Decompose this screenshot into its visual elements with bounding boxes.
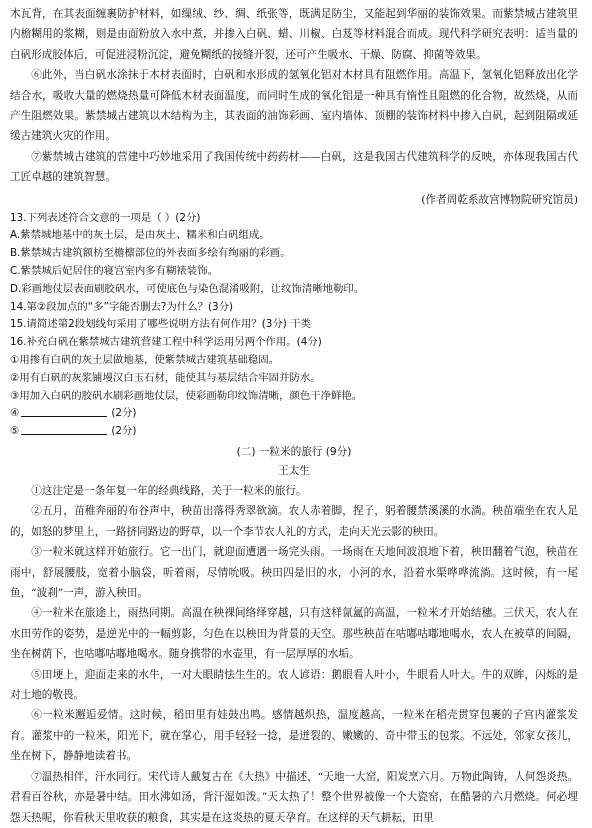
passage2-paragraph-5: ⑤田埂上，迎面走来的水牛，一对大眼睛怯生生的。农人谚语：鹅眼看人叶小，牛眼看人叶大。牛的双眸，闪烁的是对土地的敬畏。 (10, 668, 578, 702)
question-13-option-c: C.紫禁城后妃居住的寝宫室内多有糊裱装饰。 (10, 265, 218, 278)
question-16-item-2: ②用有白矾的灰浆铺墁汉白玉石材，能使其与基层结合牢固并防水。 (10, 371, 321, 384)
item-4-score: (2分) (111, 407, 137, 420)
answer-blank-5[interactable] (21, 423, 107, 435)
question-15: 15.请简述第2段划线句采用了哪些说明方法有何作用？(3分) 干类 (10, 318, 311, 331)
question-block (10, 210, 578, 441)
question-16-item-4 (10, 405, 578, 423)
passage2-paragraph-6: ⑥一粒米邂逅爱情。这时候，稻田里有娃鼓出鸣。感情越炽热，温度越高，一粒米在稻壳贯穿包裹的子宫内灌浆发育。灌浆中的一粒米，阳光下，就在掌心，用手轻轻一捻，是迸裂的、嫩嫩的、奇中带玉的包浆。不远处，邻家女孩儿，坐在树下，静静地读着书。 (10, 709, 578, 763)
passage2-paragraph-4: ④一粒米在旅途上，雨热同期。高温在秧裸间络绎穿越，只有这样氤氲的高温，一粒米才开始结穗。三伏天，农人在水田劳作的姿势，是逆光中的一幅剪影，匀色在以秧田为背景的天空。那些秧苗在咕嘟咕嘟地喝水，农人在被草的间隔，坐在树荫下，也咕嘟咕嘟地喝水。随身携带的水壶里，有一层厚厚的水垢。 (10, 607, 578, 661)
question-16: 16.补充白矾在紫禁城古建筑营建工程中科学运用另两个作用。(4分) (10, 336, 322, 349)
passage2-paragraph-1: ①这注定是一条年复一年的经典线路，关于一粒米的旅行。 (31, 485, 307, 498)
passage1-author: (作者周乾系故宫博物院研究馆员) (421, 193, 578, 206)
passage2-paragraph-3: ③一粒米就这样开始旅行。它一出门，就迎面遭遇一场完头雨。一场雨在天地间波浪地下着，秧田翻着气泡，秧苗在雨中，舒展腰肢，宽着小脑袋，听着雨，尽情吮吸。秧田四是旧的水，小河的水，沿着水渠哗哗流淌。这时候，有一尾鱼，“波刹”一声，游入秧田。 (10, 546, 578, 600)
question-16-item-1: ①用掺有白矾的灰土层做地基，使紫禁城古建筑基础稳固。 (10, 354, 280, 367)
item-5-score: (2分) (111, 425, 137, 438)
question-16-item-5 (10, 423, 578, 441)
passage1-paragraph-5-cont: 木瓦背，在其表面缠裹防护材料，如缫绒、纱、绸、纸张等，既满足防尘，又能起到华丽的装饰效果。而紫禁城古建筑里内檐糊用的浆糊，则是由面粉放入水中煮，并掺入白矾、蜡、川椒、白芨等材料混合而成。现代科学研究表明：适当量的白矾形成胶体后，可促进浸粉沉淀，避免糊纸的接缝开裂，还可产生吸水、干燥、防腐、抑菌等效果。 (10, 8, 578, 61)
question-14: 14.第②段加点的“多”字能否删去?为什么？(3分) (10, 300, 234, 313)
question-13-option-d: D.彩画地仗层表面刷胶矾水，可使底色与染色混淆吸附，让纹饰清晰地勒印。 (10, 282, 365, 295)
section-author: 王太生 (278, 465, 310, 478)
passage2-paragraph-2: ②五月，苗稚奔丽的布谷声中，秧苗出落得秀翠欲滴。农人赤着脚，捏子，躬着腰禁溪溪的水淌。秧苗端坐在农人足的，如怒的梦里上，一路挤同路边的野草，以一个李节农人礼的方式，走向天光云影的秧田。 (10, 505, 578, 538)
question-13-option-b: B.紫禁城古建筑额枋至檐檩部位的外表面多绘有绚丽的彩画。 (10, 247, 291, 260)
question-13-option-a: A.紫禁城地基中的灰土层，是由灰土、糯米和白矾组成。 (10, 229, 270, 242)
question-13: 13.下列表述符合文意的一项是（ ）(2分) (10, 211, 201, 224)
passage2-paragraph-7: ⑦温热相伴，汗水同行。宋代诗人戴复古在《大热》中描述，“天地一大窑，阳炭烹六月。万物此陶铸，人何怨炎热。君看百谷秋，亦是暑中结。田水沸如汤，背汗湿如泼。”天太热了！整个世界被像一个大瓷窑，在酷暑的六月燃烧。何必埋怨天热呢，你看秋天里收获的粮食，其实是在这炎热的夏天孕育。在这样的天气耕耘，田里 (10, 770, 578, 824)
answer-blank-4[interactable] (21, 405, 107, 417)
item-4-number: ④ (10, 407, 20, 420)
passage1-paragraph-6: ⑥此外，当白矾水涂抹于木材表面时，白矾和水形成的氢氧化铝对木材具有阻燃作用。高温下，氢氧化铝释放出化学结合水，吸收大量的燃烧热量可降低木材表面温度，而同时生成的氧化铝是一种具有惰性且阻燃的化合物，故然烧，从而产生阻燃效果。紫禁城古建筑以木结构为主，其表面的油饰彩画、室内墙体、顶棚的装饰材料中掺入白矾，起到阻隔或延缓古建筑火灾的作用。 (10, 69, 578, 143)
section-title: (二) 一粒米的旅行 (9分) (236, 446, 352, 459)
passage1-paragraph-7: ⑦紫禁城古建筑的营建中巧妙地采用了我国传统中药药材——白矾，这是我国古代建筑科学的反映，亦体现我国古代工匠卓越的建筑智慧。 (10, 150, 578, 184)
question-16-item-3: ③用加入白矾的胶矾水刷彩画地仗层，使彩画勒印纹饰清晰，颜色干净鲜艳。 (10, 389, 363, 402)
item-5-number: ⑤ (10, 425, 20, 438)
